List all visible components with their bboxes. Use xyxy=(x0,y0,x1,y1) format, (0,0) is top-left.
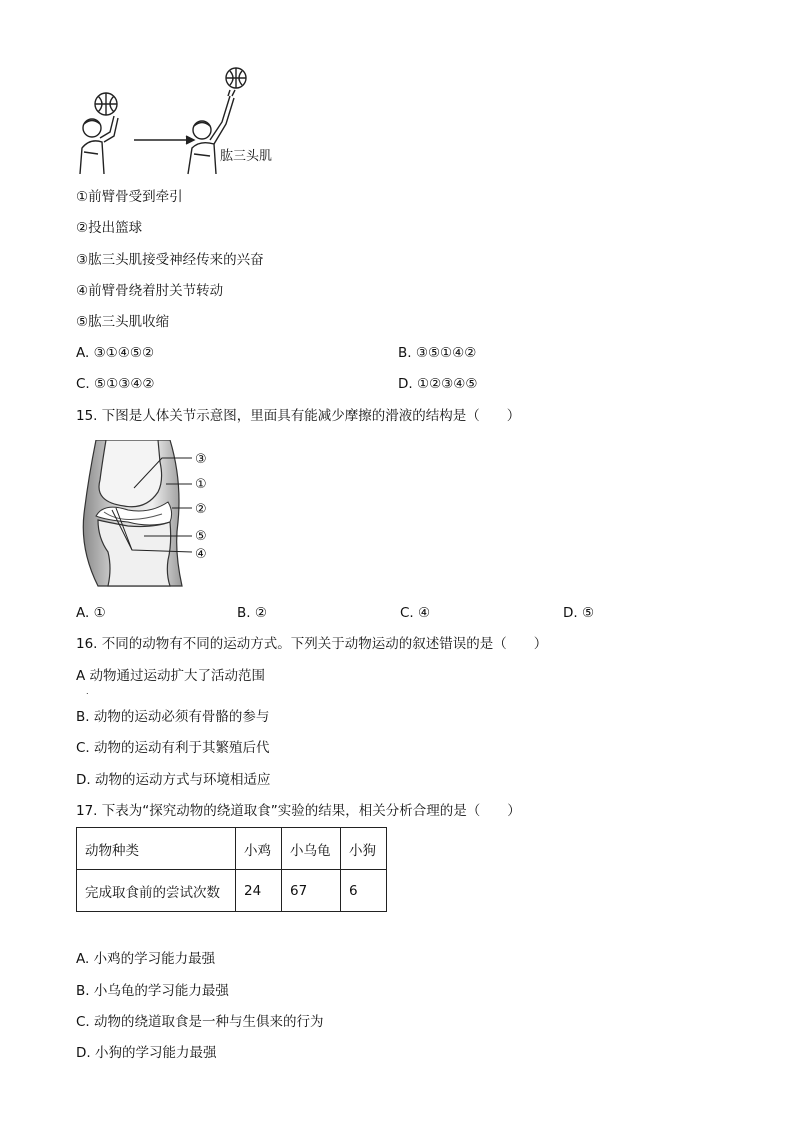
q15-option-a[interactable]: A. ① xyxy=(76,605,106,621)
q16-stem: 16. 不同的动物有不同的运动方式。下列关于动物运动的叙述错误的是（ ） xyxy=(76,636,548,652)
table-header-cell: 小乌龟 xyxy=(282,828,341,870)
table-header-cell: 小狗 xyxy=(341,828,387,870)
q15-option-d[interactable]: D. ⑤ xyxy=(563,605,595,621)
q15-option-b[interactable]: B. ② xyxy=(237,605,267,621)
joint-label-2: ② xyxy=(195,502,207,517)
joint-label-3: ③ xyxy=(195,452,207,467)
table-cell: 6 xyxy=(341,870,387,912)
joint-diagram xyxy=(74,440,224,588)
q16-option-a[interactable]: A 动物通过运动扩大了活动范围 xyxy=(76,668,266,684)
q14-option-d[interactable]: D. ①②③④⑤ xyxy=(398,376,478,392)
results-table xyxy=(76,827,387,912)
table-header-row xyxy=(77,828,387,870)
table-header-cell: 小鸡 xyxy=(236,828,282,870)
q17-option-c[interactable]: C. 动物的绕道取食是一种与生俱来的行为 xyxy=(76,1014,324,1030)
q17-option-d[interactable]: D. 小狗的学习能力最强 xyxy=(76,1045,217,1061)
step-3: ③肱三头肌接受神经传来的兴奋 xyxy=(76,252,264,268)
q16-option-d[interactable]: D. 动物的运动方式与环境相适应 xyxy=(76,772,271,788)
q16-option-a-dot: . xyxy=(86,687,89,696)
q14-option-a[interactable]: A. ③①④⑤② xyxy=(76,345,155,361)
step-1: ①前臂骨受到牵引 xyxy=(76,189,183,205)
table-cell: 67 xyxy=(282,870,341,912)
q17-option-b[interactable]: B. 小乌龟的学习能力最强 xyxy=(76,983,229,999)
table-cell: 完成取食前的尝试次数 xyxy=(77,870,236,912)
q17-stem: 17. 下表为“探究动物的绕道取食”实验的结果，相关分析合理的是（ ） xyxy=(76,803,521,819)
joint-label-5: ⑤ xyxy=(195,529,207,544)
table-row xyxy=(77,870,387,912)
step-2: ②投出篮球 xyxy=(76,220,143,236)
q14-option-c[interactable]: C. ⑤①③④② xyxy=(76,376,155,392)
table-header-cell: 动物种类 xyxy=(77,828,236,870)
step-4: ④前臂骨绕着肘关节转动 xyxy=(76,283,224,299)
q14-option-b[interactable]: B. ③⑤①④② xyxy=(398,345,477,361)
joint-label-4: ④ xyxy=(195,547,207,562)
q16-option-b[interactable]: B. 动物的运动必须有骨骼的参与 xyxy=(76,709,270,725)
q16-option-c[interactable]: C. 动物的运动有利于其繁殖后代 xyxy=(76,740,270,756)
q15-stem: 15. 下图是人体关节示意图，里面具有能减少摩擦的滑液的结构是（ ） xyxy=(76,408,521,424)
step-5: ⑤肱三头肌收缩 xyxy=(76,314,170,330)
joint-label-1: ① xyxy=(195,477,207,492)
q15-option-c[interactable]: C. ④ xyxy=(400,605,431,621)
triceps-label: 肱三头肌 xyxy=(220,149,273,164)
basketball-throw-figure xyxy=(70,62,300,180)
table-cell: 24 xyxy=(236,870,282,912)
q17-option-a[interactable]: A. 小鸡的学习能力最强 xyxy=(76,951,216,967)
